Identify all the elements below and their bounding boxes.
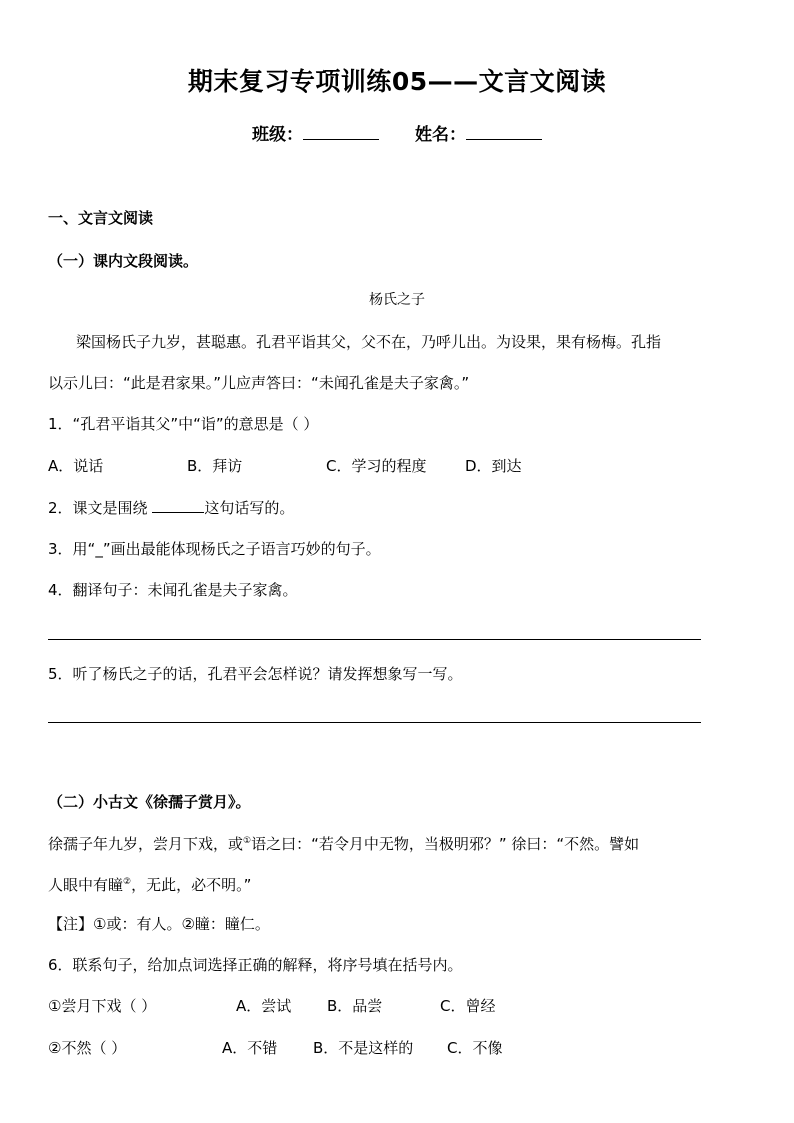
question-1: 1．“孔君平诣其父”中“诣”的意思是（ ） [48,415,319,433]
note-mark-2: ② [123,877,132,887]
q6-item-1-option-c[interactable]: C．曾经 [440,997,496,1015]
q6-item-2: ②不然（ ） [48,1039,127,1057]
student-info-row [0,120,794,145]
part1-heading: （一）课内文段阅读。 [48,252,199,270]
q6-item-1-option-a[interactable]: A．尝试 [236,997,292,1015]
q6-item-1-option-b[interactable]: B．品尝 [327,997,383,1015]
question-6: 6．联系句子，给加点词选择正确的解释，将序号填在括号内。 [48,956,463,974]
question-5: 5．听了杨氏之子的话，孔君平会怎样说？请发挥想象写一写。 [48,665,463,683]
question-2 [48,497,294,518]
passage2-line-2 [48,872,251,895]
q6-item-2-option-c[interactable]: C．不像 [447,1039,503,1057]
q1-option-a[interactable]: A．说话 [48,457,104,475]
passage-title: 杨氏之子 [369,292,425,308]
note-mark-1: ① [243,836,252,846]
q6-item-1: ①尝月下戏（ ） [48,997,157,1015]
name-label: 姓名： [415,125,466,145]
q6-item-2-option-a[interactable]: A．不错 [222,1039,278,1057]
passage2-line-1-a: 徐孺子年九岁，尝月下戏，或 [48,835,244,853]
section-heading: 一、文言文阅读 [48,209,154,227]
name-blank[interactable] [466,123,542,140]
class-blank[interactable] [303,123,379,140]
passage2-line-1 [48,831,639,854]
q1-option-d[interactable]: D．到达 [465,457,522,475]
passage-line-2: 以示儿曰：“此是君家果。”儿应声答曰：“未闻孔雀是夫子家禽。” [48,374,470,392]
q2-answer-blank[interactable] [152,497,204,513]
passage2-line-2-b: ，无此，必不明。” [131,876,252,894]
question-3: 3．用“_”画出最能体现杨氏之子语言巧妙的句子。 [48,540,381,558]
q6-item-2-option-b[interactable]: B．不是这样的 [313,1039,414,1057]
page-title: 期末复习专项训练05——文言文阅读 [187,67,607,96]
q4-answer-line[interactable] [48,639,701,640]
passage-line-1: 梁国杨氏子九岁，甚聪惠。孔君平诣其父，父不在，乃呼儿出。为设果，果有杨梅。孔指 [76,333,662,351]
q2-text-after: 这句话写的。 [204,499,295,517]
part2-heading: （二）小古文《徐孺子赏月》。 [48,793,251,811]
q5-answer-line[interactable] [48,722,701,723]
annotation-notes: 【注】①或：有人。②瞳：瞳仁。 [48,915,270,933]
question-4: 4．翻译句子：未闻孔雀是夫子家禽。 [48,581,298,599]
passage2-line-1-b: 语之曰：“若令月中无物，当极明邪？” 徐曰：“不然。譬如 [251,835,640,853]
q1-option-b[interactable]: B．拜访 [187,457,243,475]
q1-option-c[interactable]: C．学习的程度 [326,457,427,475]
passage2-line-2-a: 人眼中有瞳 [48,876,124,894]
class-label: 班级： [252,125,303,145]
q2-text-before: 2．课文是围绕 [48,499,148,517]
